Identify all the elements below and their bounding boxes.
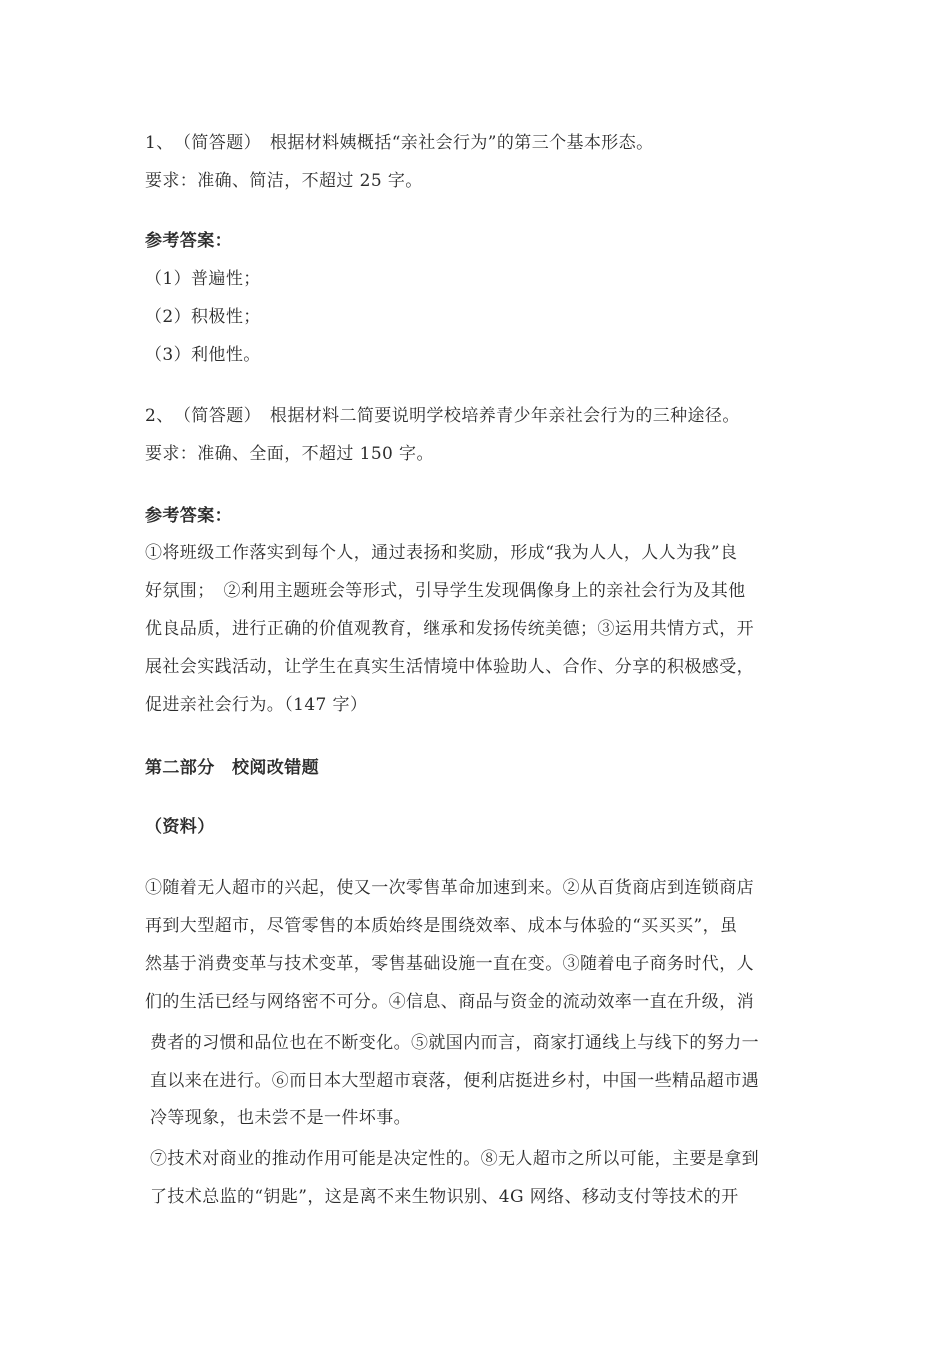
question-2-answer-line: 优良品质，进行正确的价值观教育，继承和发扬传统美德；③运用共情方式，开 [145,619,754,639]
question-2-answer-heading: 参考答案： [145,506,232,526]
question-2-answer-line: 促进亲社会行为。（147 字） [145,695,368,715]
question-2-prompt: 2、 （简答题） 根据材料二简要说明学校培养青少年亲社会行为的三种途径。 [145,406,740,426]
material-line: 直以来在进行。⑥而日本大型超市衰落，便利店挺进乡村，中国一些精品超市遇 [150,1071,759,1091]
question-1-prompt: 1、 （简答题） 根据材料姨概括“亲社会行为”的第三个基本形态。 [145,133,654,153]
question-2-answer-line: 展社会实践活动，让学生在真实生活情境中体验助人、合作、分享的积极感受， [145,657,754,677]
question-1-answer-item: （2）积极性； [145,307,261,327]
material-line: 冷等现象，也未尝不是一件坏事。 [150,1108,411,1128]
question-2-requirement: 要求：准确、全面，不超过 150 字。 [145,444,434,464]
material-line: ⑦技术对商业的推动作用可能是决定性的。⑧无人超市之所以可能，主要是拿到 [150,1149,759,1169]
material-line: 再到大型超市，尽管零售的本质始终是围绕效率、成本与体验的“买买买”，虽 [145,916,738,936]
question-2-answer-line: 好氛围； ②利用主题班会等形式，引导学生发现偶像身上的亲社会行为及其他 [145,581,746,601]
material-line: 然基于消费变革与技术变革，零售基础设施一直在变。③随着电子商务时代，人 [145,954,754,974]
question-1-answer-heading: 参考答案： [145,231,232,251]
material-line: 们的生活已经与网络密不可分。④信息、商品与资金的流动效率一直在升级，消 [145,992,754,1012]
question-1-requirement: 要求：准确、简洁，不超过 25 字。 [145,171,423,191]
material-line: ①随着无人超市的兴起，使又一次零售革命加速到来。②从百货商店到连锁商店 [145,878,754,898]
section-title: 第二部分 校阅改错题 [145,758,319,778]
material-label: （资料） [145,817,215,837]
material-line: 费者的习惯和品位也在不断变化。⑤就国内而言，商家打通线上与线下的努力一 [150,1033,759,1053]
material-line: 了技术总监的“钥匙”，这是离不来生物识别、4G 网络、移动支付等技术的开 [150,1187,739,1207]
question-1-answer-item: （3）利他性。 [145,345,261,365]
question-1-answer-item: （1）普遍性； [145,269,261,289]
question-2-answer-line: ①将班级工作落实到每个人，通过表扬和奖励，形成“我为人人，人人为我”良 [145,543,738,563]
